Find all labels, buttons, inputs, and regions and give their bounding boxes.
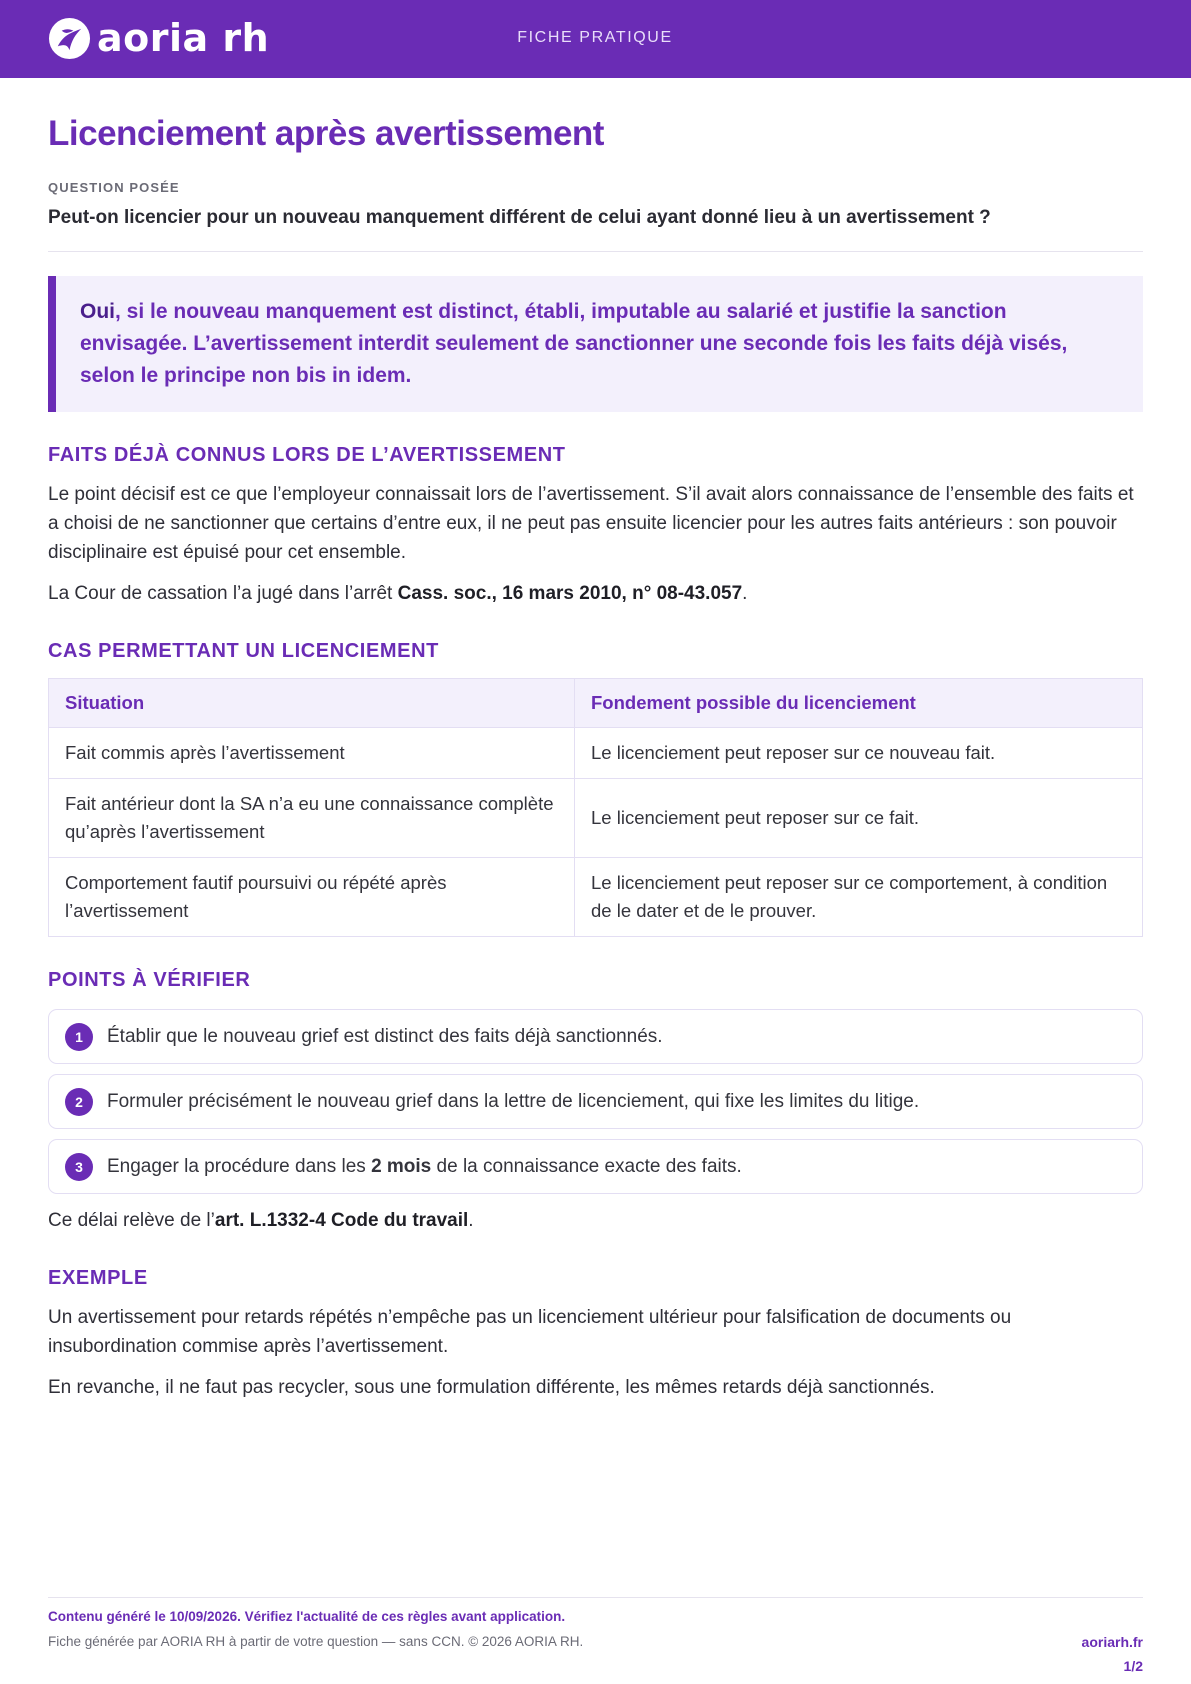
cases-table [48, 678, 1143, 937]
question-text: Peut-on licencier pour un nouveau manquement différent de celui ayant donné lieu à un avertissement ? [48, 207, 991, 228]
ruling-reference: Cass. soc., 16 mars 2010, n° 08-43.057 [397, 583, 743, 604]
step-text-prefix: Engager la procédure dans les [107, 1155, 372, 1177]
step-text: Établir que le nouveau grief est distinct des faits déjà sanctionnés. [107, 1025, 663, 1047]
table-cell-situation: Fait antérieur dont la SA n’a eu une connaissance complète qu’après l’avertissement [49, 779, 575, 858]
question-label: QUESTION POSÉE [48, 180, 180, 195]
page-number: 1/2 [1123, 1658, 1143, 1674]
note-reference: art. L.1332-4 Code du travail [214, 1210, 469, 1231]
section-heading-cases: CAS PERMETTANT UN LICENCIEMENT [48, 640, 439, 662]
step-text-suffix: de la connaissance exacte des faits. [431, 1155, 742, 1177]
example-paragraph-2: En revanche, il ne faut pas recycler, sous une formulation différente, les mêmes retards déjà sanctionnés. [48, 1377, 935, 1398]
table-cell-basis: Le licenciement peut reposer sur ce nouveau fait. [575, 728, 1143, 779]
ruling-prefix: La Cour de cassation l’a jugé dans l’arrêt [48, 583, 398, 604]
facts-paragraph: Le point décisif est ce que l’employeur connaissait lors de l’avertissement. S’il avait alors connaissance de l’ensemble des faits et a choisi de ne sanctionner que certains d’entre eux, il ne peut pas ensuite licencier pour les autres faits antérieurs : son pouvoir disciplinaire est épuisé pour cet ensemble. [48, 484, 1134, 563]
column-header-situation: Situation [49, 679, 575, 728]
checklist-item [48, 1139, 1143, 1194]
step-number-badge: 2 [65, 1088, 93, 1116]
main-content [48, 112, 1143, 1402]
checklist [48, 1009, 1143, 1194]
section-heading-example: EXEMPLE [48, 1267, 148, 1289]
brand-name: aoria rh [97, 16, 270, 60]
table-row [49, 858, 1143, 937]
note-suffix: . [468, 1210, 474, 1231]
checklist-item [48, 1074, 1143, 1129]
column-header-basis: Fondement possible du licenciement [575, 679, 1143, 728]
step-number-badge: 3 [65, 1153, 93, 1181]
answer-lead: Oui [80, 300, 115, 323]
footer-credit: Fiche générée par AORIA RH à partir de votre question — sans CCN. © 2026 AORIA RH. [48, 1634, 584, 1649]
checklist-item [48, 1009, 1143, 1064]
table-row [49, 728, 1143, 779]
table-header-row [49, 679, 1143, 728]
footer-generated-notice: Contenu généré le 10/09/2026. Vérifiez l'actualité de ces règles avant application. [48, 1609, 566, 1624]
step-deadline: 2 mois [371, 1155, 432, 1177]
table-row [49, 779, 1143, 858]
answer-callout [48, 276, 1143, 412]
page-header [0, 0, 1191, 78]
section-heading-facts: FAITS DÉJÀ CONNUS LORS DE L’AVERTISSEMENT [48, 444, 566, 466]
section-heading-checks: POINTS À VÉRIFIER [48, 969, 251, 991]
ruling-paragraph [48, 579, 1143, 608]
example-paragraph-1: Un avertissement pour retards répétés n’empêche pas un licenciement ultérieur pour falsification de documents ou insubordination commise après l’avertissement. [48, 1307, 1012, 1357]
divider [48, 251, 1143, 252]
step-text [107, 1156, 742, 1178]
step-text: Formuler précisément le nouveau grief dans la lettre de licenciement, qui fixe les limites du litige. [107, 1090, 920, 1112]
ruling-suffix: . [742, 583, 748, 604]
table-cell-situation: Fait commis après l’avertissement [49, 728, 575, 779]
table-cell-basis: Le licenciement peut reposer sur ce fait. [575, 779, 1143, 858]
brand-logo [48, 17, 269, 60]
document-type-label: FICHE PRATIQUE [517, 29, 673, 46]
note-prefix: Ce délai relève de l’ [48, 1210, 215, 1231]
page-title: Licenciement après avertissement [48, 114, 604, 153]
step-number-badge: 1 [65, 1023, 93, 1051]
footer-divider [48, 1597, 1143, 1598]
table-cell-situation: Comportement fautif poursuivi ou répété après l’avertissement [49, 858, 575, 937]
table-cell-basis: Le licenciement peut reposer sur ce comportement, à condition de le dater et de le prouver. [575, 858, 1143, 937]
answer-text: , si le nouveau manquement est distinct, établi, imputable au salarié et justifie la sanction envisagée. L’avertissement interdit seulement de sanctionner une seconde fois les faits déjà visés, selon le principe non bis in idem. [80, 300, 1068, 387]
footer-site-link[interactable]: aoriarh.fr [1081, 1634, 1143, 1650]
aoria-logo-icon [48, 17, 91, 60]
deadline-note [48, 1206, 1143, 1235]
